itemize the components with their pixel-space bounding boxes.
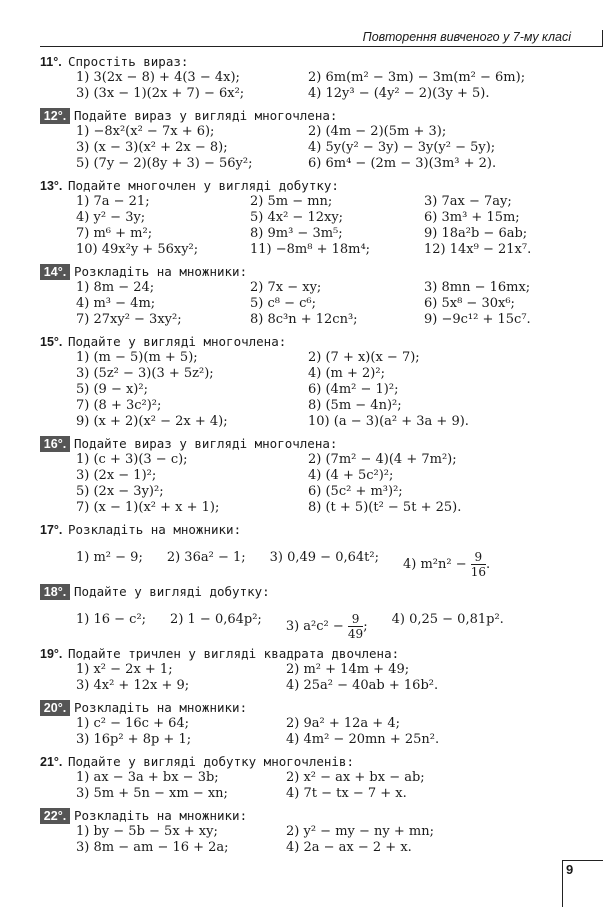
exercise-item: 7) (8 + 3c²)²; <box>76 398 162 413</box>
exercise-item: 4) m²n² − $\frac{9}{16}$ . <box>402 550 491 579</box>
exercise-item: 1) 8m − 24; <box>76 280 155 295</box>
exercise-item: 4) 12y³ − (4y² − 2)(3y + 5). <box>308 86 490 101</box>
running-header: Повторення вивченого у 7-му класі <box>362 30 571 44</box>
exercise <box>40 584 560 640</box>
exercise-item: 4) y² − 3y; <box>76 210 146 225</box>
exercise-items <box>76 662 560 694</box>
exercise-number: 18°. <box>40 584 70 600</box>
exercise-instruction: Спростіть вираз: <box>68 54 189 69</box>
exercise-item: 4) m³ − 4m; <box>76 296 156 311</box>
exercise-item: 4) 7t − tx − 7 + x. <box>286 786 407 801</box>
fraction: $\frac{9}{16}$ <box>470 550 487 579</box>
exercise-item: 3) 8mn − 16mx; <box>424 280 531 295</box>
exercise-item: 1) c² − 16c + 64; <box>76 716 190 731</box>
exercise <box>40 646 560 694</box>
exercise-item: 8) 9m³ − 3m⁵; <box>250 226 343 241</box>
exercise-items <box>76 538 560 578</box>
exercise-item: 1) by − 5b − 5x + xy; <box>76 824 218 839</box>
exercise-item: 4) 0,25 − 0,81p². <box>391 612 504 627</box>
exercise-items <box>76 716 560 748</box>
exercise-item: 3) (3x − 1)(2x + 7) − 6x²; <box>76 86 245 101</box>
exercise-items <box>76 124 560 172</box>
exercise <box>40 264 560 328</box>
exercise-item: 12) 14x⁹ − 21x⁷. <box>424 242 532 257</box>
exercise-item: 7) m⁶ + m²; <box>76 226 153 241</box>
exercise-number: 15°. <box>40 335 63 349</box>
exercise-item: 3) (5z² − 3)(3 + 5z²); <box>76 366 214 381</box>
exercise <box>40 178 560 258</box>
exercise-item: 1) −8x²(x² − 7x + 6); <box>76 124 215 139</box>
header-rule <box>40 46 602 47</box>
exercise-item: 2) 36a² − 1; <box>166 550 246 565</box>
exercise-instruction: Подайте многочлен у вигляді добутку: <box>68 178 339 193</box>
exercise-items <box>76 280 560 328</box>
exercise-item: 8) (t + 5)(t² − 5t + 25). <box>308 500 462 515</box>
exercise <box>40 334 560 430</box>
exercise-item: 11) −8m⁸ + 18m⁴; <box>250 242 371 257</box>
exercise-item: 6) 3m³ + 15m; <box>424 210 520 225</box>
exercise-number: 11°. <box>40 55 62 69</box>
exercise-item: 3) 7ax − 7ay; <box>424 194 512 209</box>
exercise-items <box>76 70 560 102</box>
page-number: 9 <box>566 862 574 877</box>
exercise-item: 2) x² − ax + bx − ab; <box>286 770 425 785</box>
exercise-items <box>76 350 560 430</box>
fraction: $\frac{9}{49}$ <box>347 612 364 641</box>
exercise-item: 2) 5m − mn; <box>250 194 333 209</box>
exercise-number: 13°. <box>40 179 63 193</box>
exercise-item: 10) (a − 3)(a² + 3a + 9). <box>308 414 469 429</box>
exercise-number: 17°. <box>40 523 63 537</box>
exercise-item: 6) (5c² + m³)²; <box>308 484 403 499</box>
exercise-item: 7) 27xy² − 3xy²; <box>76 312 182 327</box>
exercise-item: 6) (4m² − 1)²; <box>308 382 399 397</box>
exercise-item: 3) (2x − 1)²; <box>76 468 157 483</box>
exercise-item: 2) m² + 14m + 49; <box>286 662 410 677</box>
exercise-instruction: Подайте тричлен у вигляді квадрата двочлена: <box>68 646 400 661</box>
exercise-items <box>76 452 560 516</box>
exercise-number: 19°. <box>40 647 63 661</box>
exercise <box>40 54 560 102</box>
exercise-item: 1) 3(2x − 8) + 4(3 − 4x); <box>76 70 240 85</box>
exercise <box>40 808 560 856</box>
exercise-instruction: Подайте вираз у вигляді многочлена: <box>74 436 338 451</box>
exercise-item: 1) (c + 3)(3 − c); <box>76 452 188 467</box>
exercise-item: 4) 4m² − 20mn + 25n². <box>286 732 440 747</box>
exercise <box>40 436 560 516</box>
exercise-instruction: Подайте у вигляді добутку многочленів: <box>68 754 354 769</box>
exercise-number: 14°. <box>40 264 70 280</box>
exercise-item: 4) (m + 2)²; <box>308 366 385 381</box>
exercise-item: 4) 2a − ax − 2 + x. <box>286 840 412 855</box>
exercise-item: 2) 6m(m² − 3m) − 3m(m² − 6m); <box>308 70 526 85</box>
exercise-item: 6) 5x⁸ − 30x⁶; <box>424 296 515 311</box>
exercise-item: 3) 4x² + 12x + 9; <box>76 678 190 693</box>
exercise-item: 2) 9a² + 12a + 4; <box>286 716 400 731</box>
exercise-item: 5) (2x − 3y)²; <box>76 484 164 499</box>
exercise-item: 5) (7y − 2)(8y + 3) − 56y²; <box>76 156 253 171</box>
exercise <box>40 522 560 578</box>
exercise-item: 9) −9c¹² + 15c⁷. <box>424 312 531 327</box>
exercise-number: 21°. <box>40 755 63 769</box>
exercise-instruction: Розкладіть на множники: <box>68 522 242 537</box>
exercise-items <box>76 770 560 802</box>
exercise-item: 1) x² − 2x + 1; <box>76 662 173 677</box>
exercise-number: 22°. <box>40 808 70 824</box>
exercise-item: 4) 25a² − 40ab + 16b². <box>286 678 439 693</box>
exercise-item: 3) 5m + 5n − xm − xn; <box>76 786 228 801</box>
exercise-item: 2) (7 + x)(x − 7); <box>308 350 420 365</box>
exercise-instruction: Розкладіть на множники: <box>74 264 248 279</box>
exercise-instruction: Подайте вираз у вигляді многочлена: <box>74 108 338 123</box>
exercise-item: 5) (9 − x)²; <box>76 382 148 397</box>
exercise-item: 1) m² − 9; <box>76 550 143 565</box>
exercise-instruction: Розкладіть на множники: <box>74 808 248 823</box>
exercise <box>40 108 560 172</box>
exercise <box>40 700 560 748</box>
exercise-item: 3) 16p² + 8p + 1; <box>76 732 192 747</box>
exercise-number: 16°. <box>40 436 70 452</box>
exercise-item: 1) ax − 3a + bx − 3b; <box>76 770 219 785</box>
exercise-item: 1) (m − 5)(m + 5); <box>76 350 198 365</box>
exercise-item: 4) 5y(y² − 3y) − 3y(y² − 5y); <box>308 140 496 155</box>
exercise-item: 3) (x − 3)(x² + 2x − 8); <box>76 140 228 155</box>
exercise-item: 4) (4 + 5c²)²; <box>308 468 394 483</box>
exercise-instruction: Подайте у вигляді добутку: <box>74 584 270 599</box>
exercise-number: 20°. <box>40 700 70 716</box>
exercise-item: 10) 49x²y + 56xy²; <box>76 242 199 257</box>
exercise-item: 2) 1 − 0,64p²; <box>170 612 262 627</box>
exercise-item: 5) c⁸ − c⁶; <box>250 296 316 311</box>
exercise-item: 3) 8m − am − 16 + 2a; <box>76 840 229 855</box>
exercise-item: 2) y² − my − ny + mn; <box>286 824 434 839</box>
exercise-item: 8) (5m − 4n)²; <box>308 398 402 413</box>
exercise-item: 6) 6m⁴ − (2m − 3)(3m³ + 2). <box>308 156 497 171</box>
exercise-item: 2) (4m − 2)(5m + 3); <box>308 124 447 139</box>
exercise-instruction: Розкладіть на множники: <box>74 700 248 715</box>
exercise <box>40 754 560 802</box>
exercise-item: 1) 7a − 21; <box>76 194 150 209</box>
exercise-item: 9) (x + 2)(x² − 2x + 4); <box>76 414 228 429</box>
exercise-item: 3) 0,49 − 0,64t²; <box>269 550 379 565</box>
exercise-instruction: Подайте у вигляді многочлена: <box>68 334 287 349</box>
exercise-items <box>76 600 560 640</box>
exercise-item: 9) 18a²b − 6ab; <box>424 226 528 241</box>
exercise-number: 12°. <box>40 108 70 124</box>
exercise-item: 2) (7m² − 4)(4 + 7m²); <box>308 452 457 467</box>
exercise-item: 2) 7x − xy; <box>250 280 322 295</box>
exercise-item: 8) 8c³n + 12cn³; <box>250 312 358 327</box>
exercise-items <box>76 194 560 258</box>
exercise-item: 1) 16 − c²; <box>76 612 147 627</box>
exercise-item: 3) a²c² − $\frac{9}{49}$ ; <box>285 612 368 641</box>
header-corner-rule <box>602 30 603 47</box>
exercise-item: 7) (x − 1)(x² + x + 1); <box>76 500 220 515</box>
exercise-items <box>76 824 560 856</box>
exercise-item: 5) 4x² − 12xy; <box>250 210 344 225</box>
exercise-list <box>40 54 560 862</box>
